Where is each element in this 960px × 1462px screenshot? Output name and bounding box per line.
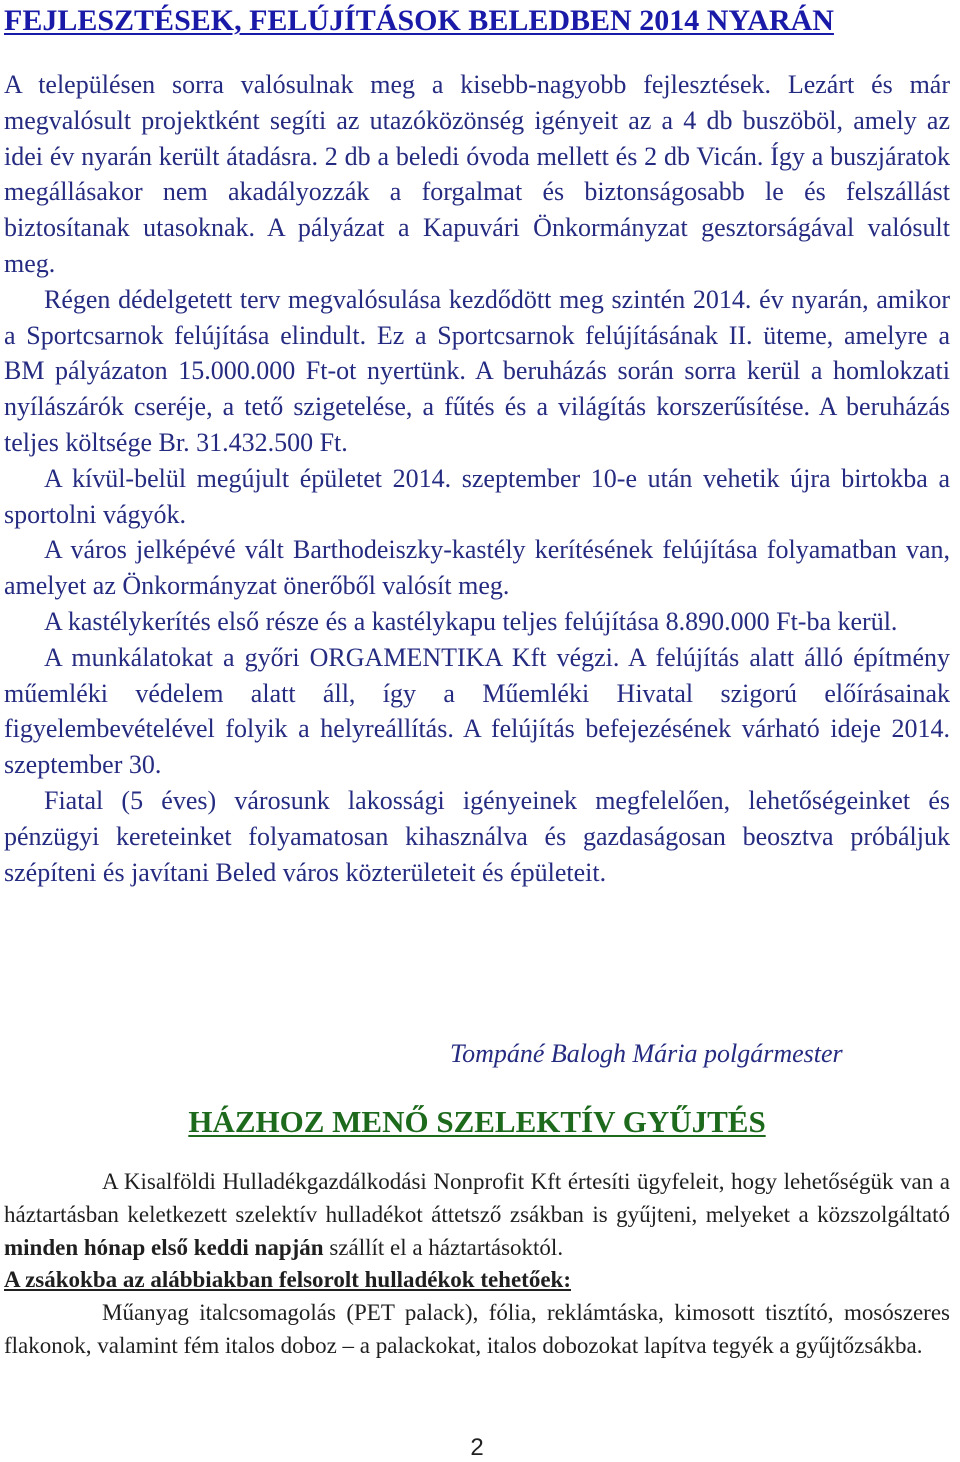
article-title-szelektiv-gyujtes: HÁZHOZ MENŐ SZELEKTÍV GYŰJTÉS	[188, 1104, 766, 1139]
paragraph-castle-fence: A város jelképévé vált Barthodeiszky-kastély kerítésének felújítása folyamatban van, amelyet az Önkormányzat önerőből valósít meg.	[4, 535, 950, 601]
paragraph-fence-cost: A kastélykerítés első része és a kastélykapu teljes felújítása 8.890.000 Ft-ba kerül.	[44, 606, 898, 636]
article-title-fejlesztesek: FEJLESZTÉSEK, FELÚJÍTÁSOK BELEDBEN 2014 NYARÁN	[4, 4, 834, 37]
intro-text-start: A Kisalföldi Hulladékgazdálkodási Nonprofit Kft értesíti ügyfeleit, hogy lehetőségük van a háztartásban keletkezett szelektív hulladékot áttetsző zsákban is gyűjteni, melyeket a közszolgáltató	[4, 1169, 950, 1227]
paragraph-contractor: A munkálatokat a győri ORGAMENTIKA Kft végzi. A felújítás alatt álló építmény műemléki védelem alatt áll, így a Műemléki Hivatal szigorú előírásainak figyelembevételével folyik a helyreállítás. A felújítás befejezésének várható ideje 2014. szeptember 30.	[4, 642, 950, 780]
article-body-szelektiv-gyujtes	[4, 1166, 950, 1363]
article-body-fejlesztesek	[4, 67, 950, 890]
collection-day-emphasis: minden hónap első keddi napján	[4, 1234, 324, 1260]
paragraph-bus-stops: A településen sorra valósulnak meg a kisebb-nagyobb fejlesztések. Lezárt és már megvalósult projektként segíti az utazóközönség igényeit az a 4 db buszöböl, amely az idei év nyarán került átadásra. 2 db a beledi óvoda mellett és 2 db Vicán. Így a buszjáratok megállásakor nem akadályozzák a forgalmat és biztonságosabb le és felszállást biztosítanak utasoknak. A pályázat a Kapuvári Önkormányzat gesztorságával valósult meg.	[4, 70, 950, 278]
page-number: 2	[470, 1434, 484, 1461]
intro-text-end: szállít el a háztartásoktól.	[323, 1234, 564, 1260]
paragraph-closing: Fiatal (5 éves) városunk lakossági igényeinek megfelelően, lehetőségeinket és pénzügyi kereteinket folyamatosan kihasználva és gazdaságosan beosztva próbáljuk szépíteni és javítani Beled város közterületeit és épületeit.	[4, 785, 950, 887]
paragraph-collection-intro	[4, 1166, 950, 1264]
allowed-waste-list: Műanyag italcsomagolás (PET palack), fólia, reklámtáska, kimosott tisztító, mosószeres flakonok, valamint fém italos doboz – a palackokat, italos dobozokat lapítva tegyék a gyűjtőzsákba.	[4, 1300, 950, 1358]
paragraph-sports-hall: Régen dédelgetett terv megvalósulása kezdődött meg szintén 2014. év nyarán, amikor a Sportcsarnok felújítása elindult. Ez a Sportcsarnok felújításának II. üteme, amelyre a BM pályázaton 15.000.000 Ft-ot nyertünk. A beruházás során sorra kerül a homlokzati nyílászárók cseréje, a tető szigetelése, a fűtés és a világítás korszerűsítése. A beruházás teljes költsége Br. 31.432.500 Ft.	[4, 284, 950, 457]
mayor-signature: Tompáné Balogh Mária polgármester	[450, 1039, 843, 1068]
paragraph-reopening: A kívül-belül megújult épületet 2014. szeptember 10-e után vehetik újra birtokba a sportolni vágyók.	[4, 463, 950, 529]
allowed-waste-subheading: A zsákokba az alábbiakban felsorolt hulladékok tehetőek:	[4, 1267, 572, 1293]
